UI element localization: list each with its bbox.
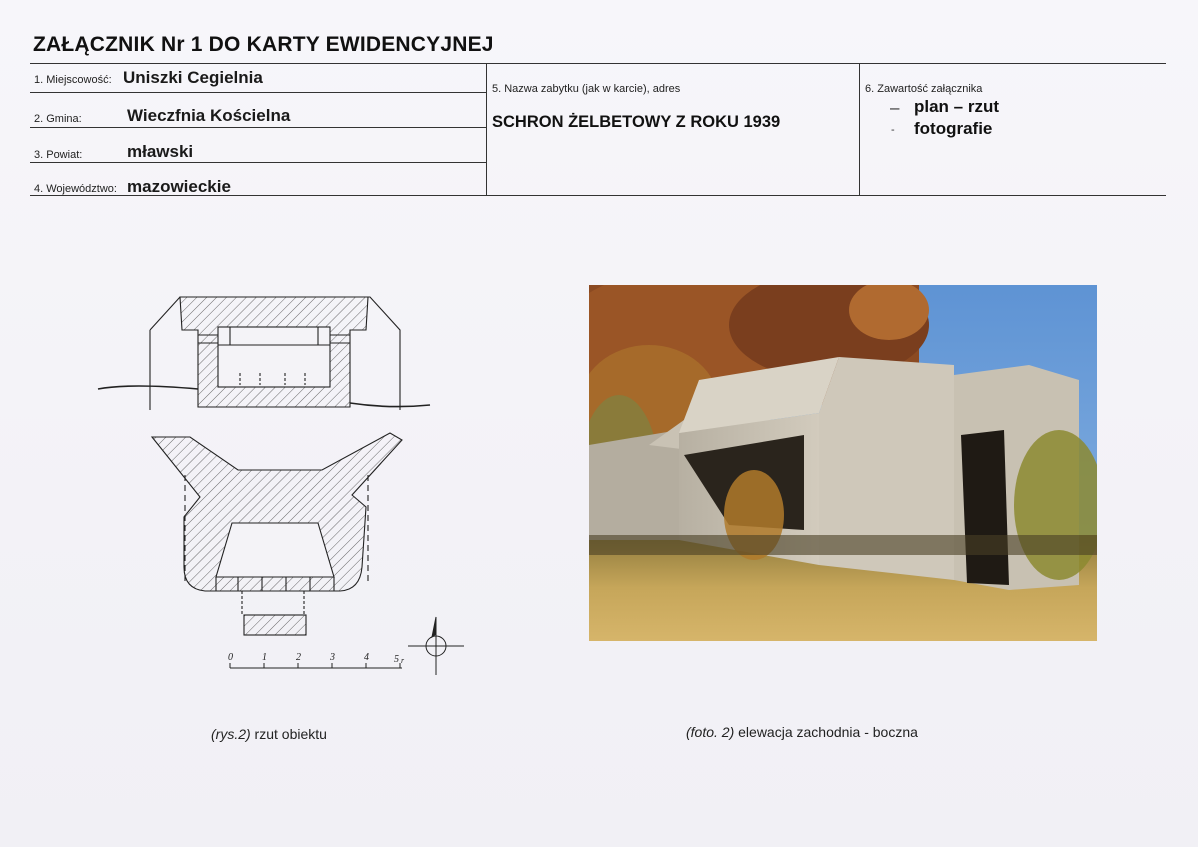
drawing-caption-ref: (rys.2) bbox=[211, 726, 251, 742]
column-divider-1 bbox=[486, 63, 487, 195]
wojewodztwo-label: 4. Województwo: bbox=[34, 183, 117, 195]
column-divider-2 bbox=[859, 63, 860, 195]
bunker-plan-drawing bbox=[90, 285, 470, 685]
header-top-rule bbox=[30, 63, 1166, 64]
photo-caption-text: elewacja zachodnia - boczna bbox=[734, 724, 918, 740]
scale-tick-5: 5 bbox=[394, 654, 399, 665]
drawing-caption bbox=[211, 726, 327, 742]
row-rule-1 bbox=[30, 92, 486, 93]
photo-caption-ref: (foto. 2) bbox=[686, 724, 735, 740]
miejscowosc-label: 1. Miejscowość: bbox=[34, 74, 112, 86]
scale-tick-labels bbox=[228, 652, 405, 665]
plan-view bbox=[152, 433, 402, 635]
attachment-item-photos: fotografie bbox=[914, 119, 993, 138]
document-title: ZAŁĄCZNIK Nr 1 DO KARTY EWIDENCYJNEJ bbox=[33, 33, 494, 56]
scale-tick-1: 1 bbox=[262, 652, 267, 663]
attachment-label: 6. Zawartość załącznika bbox=[865, 83, 983, 95]
scale-bar bbox=[230, 663, 402, 668]
attachment-item-plan: plan – rzut bbox=[914, 97, 1000, 116]
row-rule-2 bbox=[30, 127, 486, 128]
scale-tick-4: 4 bbox=[364, 652, 369, 663]
gmina-label: 2. Gmina: bbox=[34, 113, 82, 125]
wojewodztwo-value: mazowieckie bbox=[127, 177, 231, 196]
attachment-dash-1: – bbox=[890, 98, 900, 117]
scale-tick-2: 2 bbox=[296, 652, 301, 663]
powiat-value: mławski bbox=[127, 142, 194, 161]
photo-caption bbox=[686, 724, 918, 740]
attachment-dash-2: - bbox=[891, 124, 895, 136]
section-view bbox=[98, 297, 430, 410]
scale-tick-0: 0 bbox=[228, 652, 233, 663]
gmina-value: Wieczfnia Kościelna bbox=[127, 106, 291, 125]
monument-label: 5. Nazwa zabytku (jak w karcie), adres bbox=[492, 83, 681, 95]
north-arrow-icon bbox=[408, 617, 464, 675]
row-rule-3 bbox=[30, 162, 486, 163]
scale-tick-3: 3 bbox=[330, 652, 335, 663]
drawing-caption-text: rzut obiektu bbox=[250, 726, 327, 742]
miejscowosc-value: Uniszki Cegielnia bbox=[123, 68, 263, 87]
bunker-photo bbox=[589, 285, 1097, 641]
monument-name: SCHRON ŻELBETOWY Z ROKU 1939 bbox=[492, 113, 781, 131]
powiat-label: 3. Powiat: bbox=[34, 149, 83, 161]
scale-unit: r bbox=[401, 656, 405, 665]
